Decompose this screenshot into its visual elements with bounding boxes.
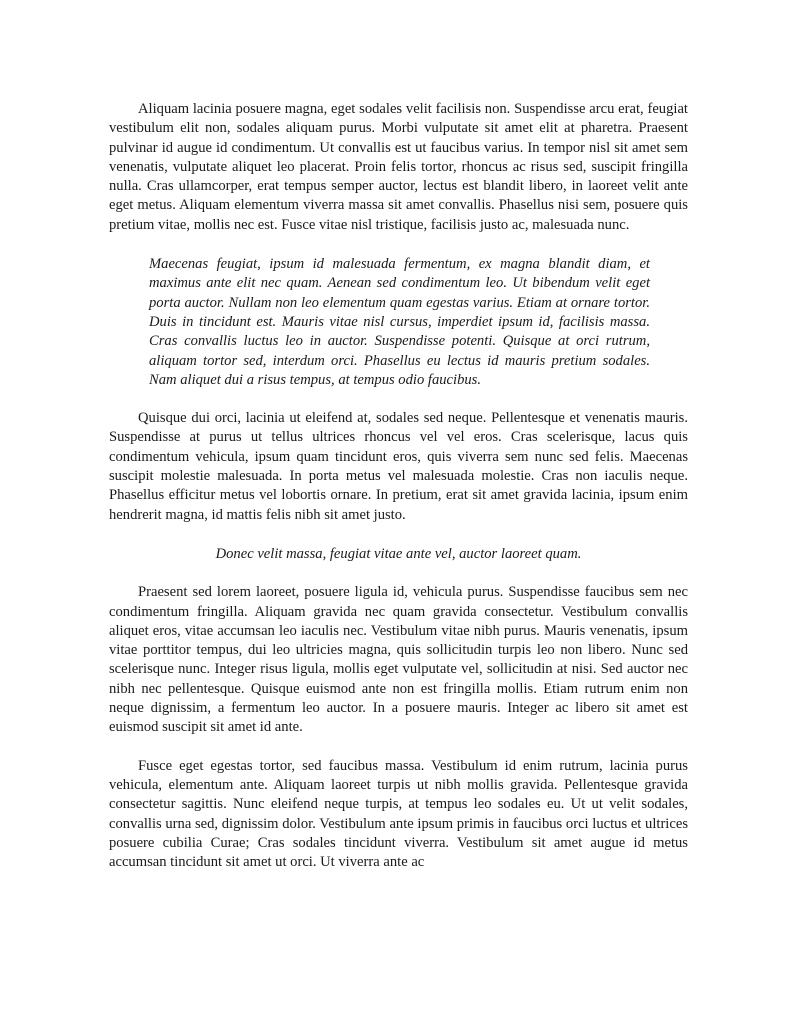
body-paragraph-3: Praesent sed lorem laoreet, posuere ligula id, vehicula purus. Suspendisse faucibus sem nec condimentum fringilla. Aliquam gravida nec quam gravida consectetur. Vestibulum convallis aliquet eros, vitae accumsan leo iaculis nec. Vestibulum vitae nibh purus. Mauris venenatis, ipsum vitae porttitor tempus, dui leo ultricies magna, quis sollicitudin turpis leo non libero. Nunc sed scelerisque nunc. Integer risus ligula, mollis eget vulputate vel, sollicitudin at nisi. Sed auctor nec nibh nec pellentesque. Quisque euismod ante non est fringilla mollis. Etiam rutrum enim non neque dignissim, a fermentum leo auctor. In a posuere mauris. Integer ac libero sit amet est euismod suscipit sit amet id ante. bbox=[109, 584, 688, 736]
document-page bbox=[109, 100, 688, 872]
body-paragraph-1: Aliquam lacinia posuere magna, eget sodales velit facilisis non. Suspendisse arcu erat, feugiat vestibulum elit non, sodales aliquam purus. Morbi vulputate sit amet elit at pharetra. Praesent pulvinar id augue id condimentum. Ut convallis est ut faucibus varius. In tempor nisl sit amet sem venenatis, vulputate aliquet leo placerat. Proin felis tortor, rhoncus ac risus sed, suscipit fringilla nulla. Cras ullamcorper, erat tempus semper auctor, lectus est blandit libero, in laoreet velit ante eget metus. Aliquam elementum viverra massa sit amet convallis. Phasellus nisi sem, posuere quis pretium vitae, mollis nec est. Fusce vitae nisl tristique, facilisis justo ac, malesuada nunc. bbox=[109, 101, 688, 233]
body-paragraph-2: Quisque dui orci, lacinia ut eleifend at, sodales sed neque. Pellentesque et venenatis mauris. Suspendisse at purus ut tellus ultrices rhoncus vel vel eros. Cras scelerisque, lacus quis condimentum vehicula, ipsum quam tincidunt eros, quis viverra sem nunc sed felis. Maecenas suscipit molestie malesuada. In porta metus vel malesuada molestie. Cras non iaculis neque. Phasellus efficitur metus vel lobortis ornare. In pretium, erat sit amet gravida lacinia, ipsum enim hendrerit magna, id mattis felis nibh sit amet justo. bbox=[109, 410, 688, 523]
body-paragraph-4: Fusce eget egestas tortor, sed faucibus massa. Vestibulum id enim rutrum, lacinia purus vehicula, elementum ante. Aliquam laoreet turpis ut nibh mollis gravida. Pellentesque gravida consectetur sagittis. Nunc eleifend neque turpis, at tempus leo sodales eu. Ut ut velit sodales, convallis urna sed, dignissim dolor. Vestibulum ante ipsum primis in faucibus orci luctus et ultrices posuere cubilia Curae; Cras sodales tincidunt viverra. Vestibulum sit amet augue id metus accumsan tincidunt sit amet ut orci. Ut viverra ante ac bbox=[109, 757, 688, 871]
block-quote: Maecenas feugiat, ipsum id malesuada fermentum, ex magna blandit diam, et maximus ante elit nec quam. Aenean sed condimentum leo. Ut bibendum velit eget porta auctor. Nullam non leo elementum quam egestas varius. Etiam at ornare tortor. Duis in tincidunt est. Mauris vitae nisl cursus, imperdiet ipsum id, facilisis massa. Cras convallis luctus leo in auctor. Suspendisse potenti. Quisque at orci rutrum, aliquam tortor sed, interdum orci. Phasellus eu lectus id mauris pretium sodales. Nam aliquet dui a risus tempus, at tempus odio faucibus. bbox=[149, 256, 650, 388]
centered-italic-line: Donec velit massa, feugiat vitae ante vel, auctor laoreet quam. bbox=[215, 545, 582, 562]
